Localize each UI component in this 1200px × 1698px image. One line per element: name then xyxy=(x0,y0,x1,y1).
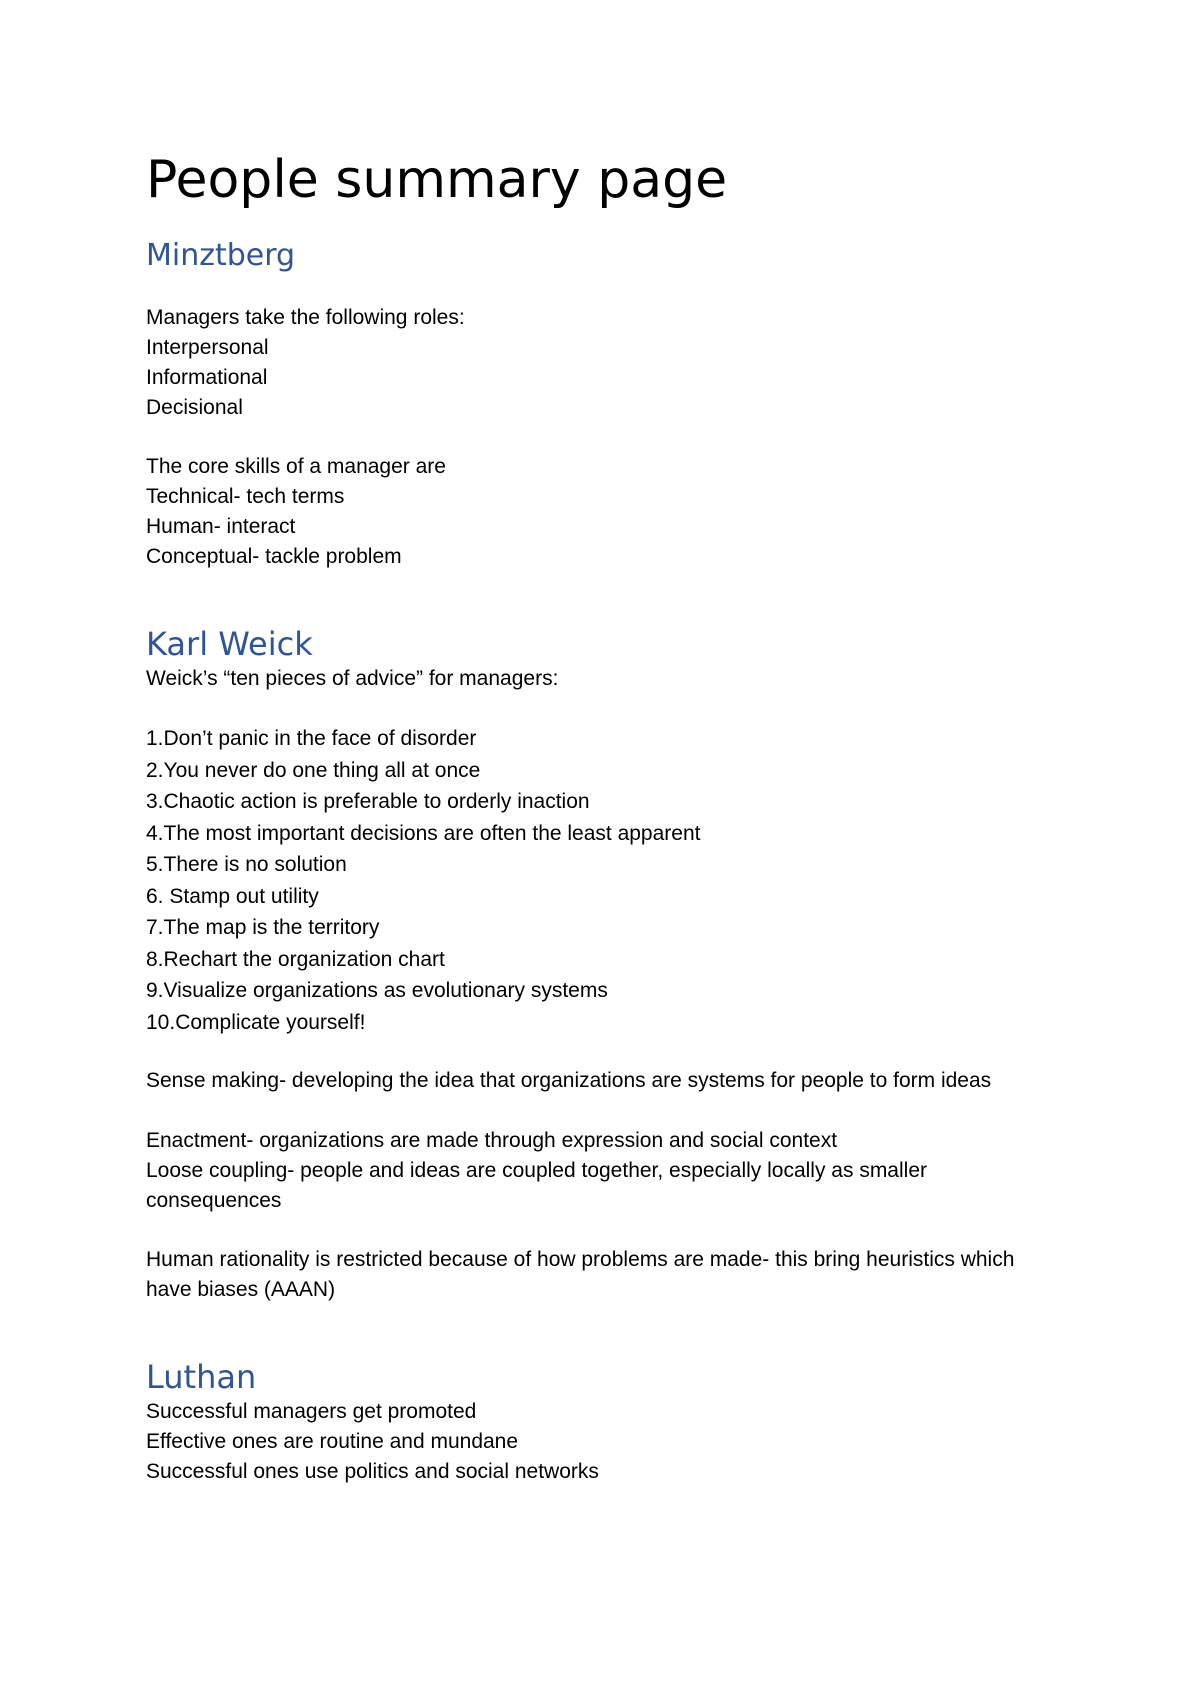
list-item: 1.Don’t panic in the face of disorder xyxy=(146,727,477,750)
section-heading-mintzberg: Minztberg xyxy=(146,238,296,273)
enactment-paragraph xyxy=(146,1126,1066,1216)
sense-making-paragraph xyxy=(146,1066,1066,1096)
weick-advice-list xyxy=(146,723,1066,1038)
rationality-text: Human rationality is restricted because of how problems are made- this bring heuristics which have biases (AAAN) xyxy=(146,1248,1015,1301)
list-item: 5.There is no solution xyxy=(146,853,347,876)
list-item: Technical- tech terms xyxy=(146,485,345,508)
list-item: Conceptual- tackle problem xyxy=(146,545,402,568)
roles-intro: Managers take the following roles: xyxy=(146,306,465,329)
list-item: 2.You never do one thing all at once xyxy=(146,758,481,782)
luthan-points-block xyxy=(146,1397,1066,1487)
weick-advice-intro-block xyxy=(146,664,1066,694)
advice-intro: Weick’s “ten pieces of advice” for managers: xyxy=(146,667,559,690)
mintzberg-skills-block xyxy=(146,452,1066,572)
page-title: People summary page xyxy=(146,150,728,210)
sense-making-text: Sense making- developing the idea that organizations are systems for people to form ideas xyxy=(146,1069,992,1092)
page-content xyxy=(146,0,1066,1698)
rationality-paragraph xyxy=(146,1245,1066,1305)
enactment-text: Enactment- organizations are made through expression and social context xyxy=(146,1129,838,1152)
list-item: Successful managers get promoted xyxy=(146,1400,477,1423)
list-item: Human- interact xyxy=(146,515,296,538)
section-heading-luthan: Luthan xyxy=(146,1358,257,1396)
list-item: 9.Visualize organizations as evolutionary systems xyxy=(146,979,608,1002)
mintzberg-roles-block xyxy=(146,303,1066,423)
list-item: 3.Chaotic action is preferable to orderly inaction xyxy=(146,790,590,813)
list-item: 8.Rechart the organization chart xyxy=(146,947,445,971)
list-item: 7.The map is the territory xyxy=(146,916,380,939)
list-item: Successful ones use politics and social networks xyxy=(146,1460,599,1483)
list-item: Effective ones are routine and mundane xyxy=(146,1430,519,1453)
section-heading-weick: Karl Weick xyxy=(146,625,313,663)
skills-intro: The core skills of a manager are xyxy=(146,455,446,478)
list-item: Decisional xyxy=(146,396,243,419)
list-item: Interpersonal xyxy=(146,336,269,359)
list-item: 6. Stamp out utility xyxy=(146,884,319,908)
loose-coupling-text: Loose coupling- people and ideas are coupled together, especially locally as smaller consequences xyxy=(146,1159,927,1212)
list-item: 4.The most important decisions are often the least apparent xyxy=(146,821,701,845)
list-item: 10.Complicate yourself! xyxy=(146,1010,366,1034)
list-item: Informational xyxy=(146,366,268,389)
